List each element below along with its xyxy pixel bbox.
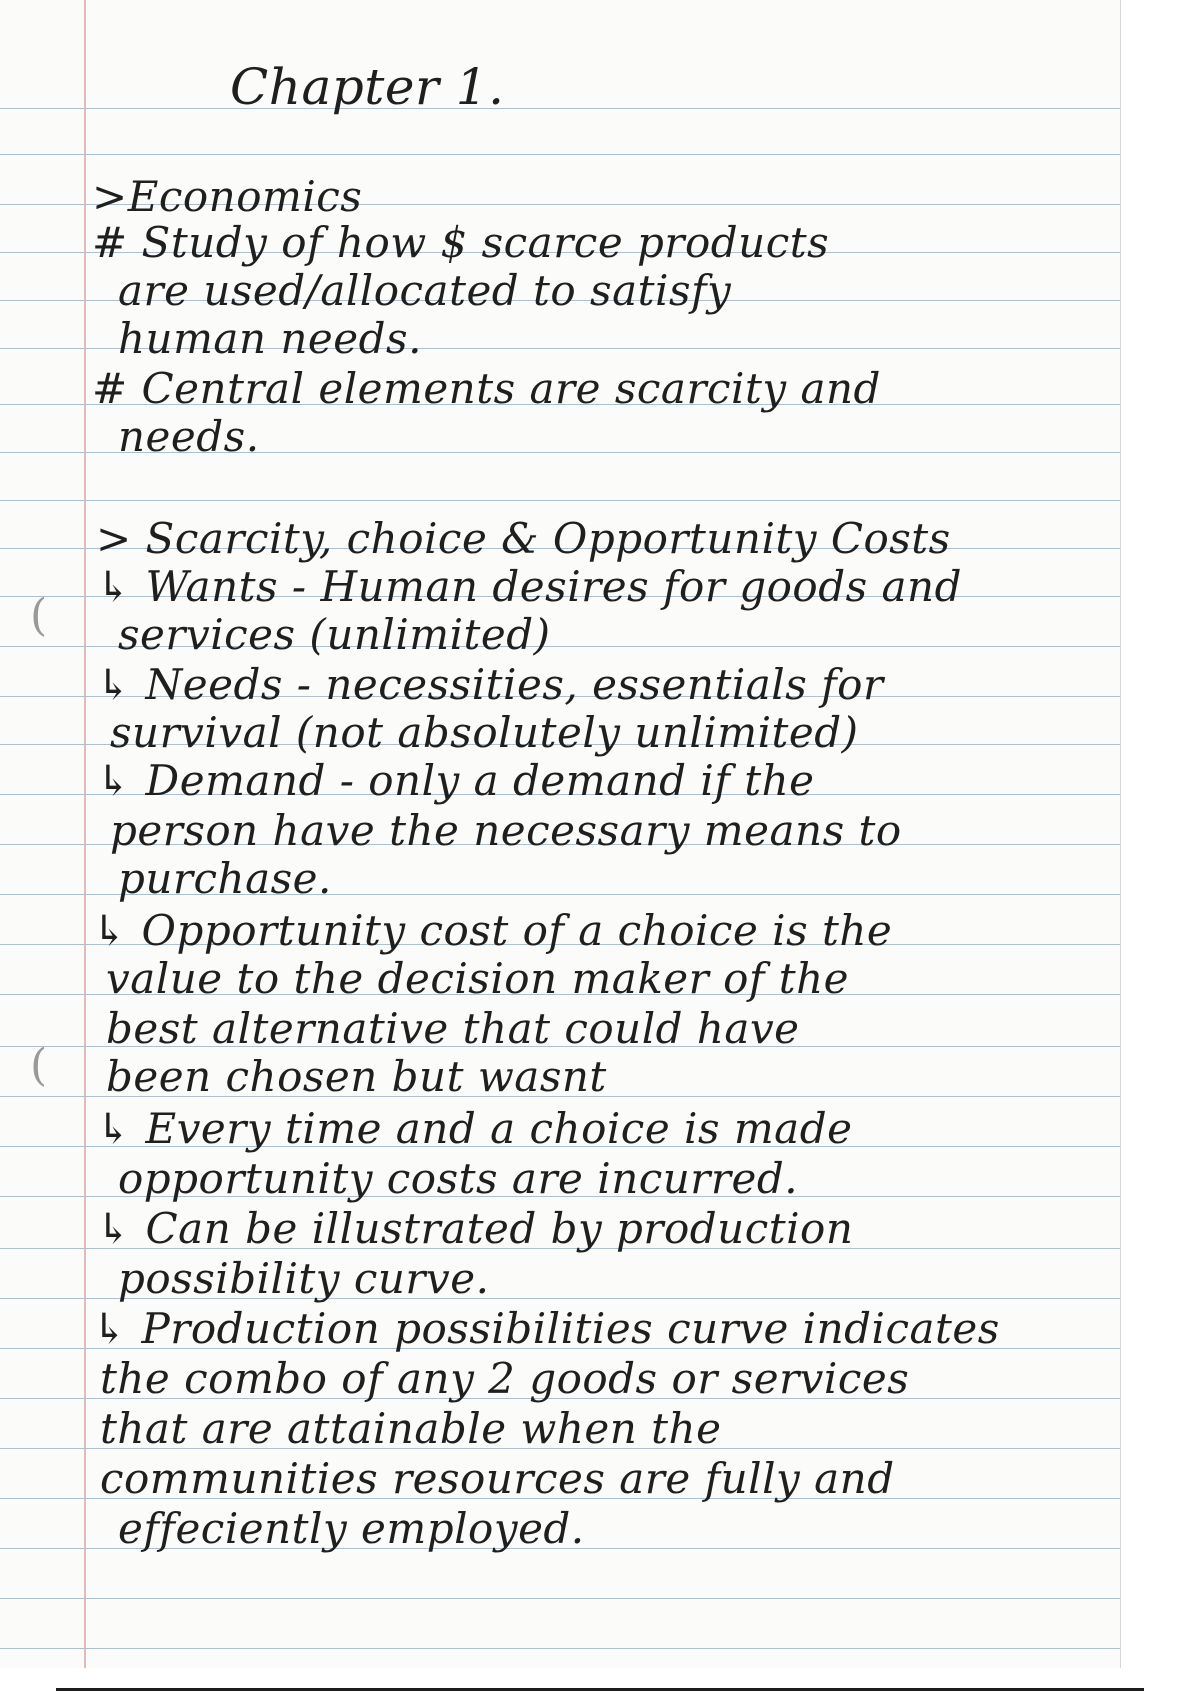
ruled-line [0,1598,1120,1599]
note-line: ↳ Can be illustrated by production [96,1204,854,1253]
heading-scarcity: > Scarcity, choice & Opportunity Costs [96,514,951,563]
note-line: that are attainable when the [100,1404,722,1453]
note-line: purchase. [118,854,332,903]
note-line: person have the necessary means to [110,806,902,855]
page-bottom-edge [56,1688,1144,1691]
page-title: Chapter 1. [230,58,505,116]
note-line: ↳ Wants - Human desires for goods and [96,562,962,611]
note-line: ↳ Production possibilities curve indicates [92,1304,1000,1353]
note-line: ↳ Demand - only a demand if the [96,756,815,805]
note-line: opportunity costs are incurred. [118,1154,799,1203]
note-line: needs. [118,412,260,461]
note-line: the combo of any 2 goods or services [100,1354,910,1403]
note-line: communities resources are fully and [100,1454,895,1503]
note-line: ↳ Needs - necessities, essentials for [96,660,884,709]
note-line: # Study of how $ scarce products [92,218,830,267]
note-line: are used/allocated to satisfy [118,266,732,315]
ruled-line [0,108,1120,109]
ruled-line [0,154,1120,155]
note-line: possibility curve. [118,1254,490,1303]
note-line: been chosen but wasnt [106,1052,607,1101]
note-line: ↳ Every time and a choice is made [96,1104,853,1153]
note-line: human needs. [118,314,422,363]
note-line: effeciently employed. [118,1504,585,1553]
note-line: best alternative that could have [106,1004,800,1053]
heading-economics: >Economics [92,172,363,221]
margin-line [84,0,86,1668]
margin-pen-mark: ( [30,1040,48,1091]
note-line: ↳ Opportunity cost of a choice is the [92,906,893,955]
note-line: survival (not absolutely unlimited) [110,708,859,757]
note-line: services (unlimited) [118,610,551,659]
ruled-line [0,1648,1120,1649]
note-line: # Central elements are scarcity and [92,364,881,413]
ruled-line [0,500,1120,501]
margin-pen-mark: ( [30,590,48,641]
note-line: value to the decision maker of the [106,954,850,1003]
